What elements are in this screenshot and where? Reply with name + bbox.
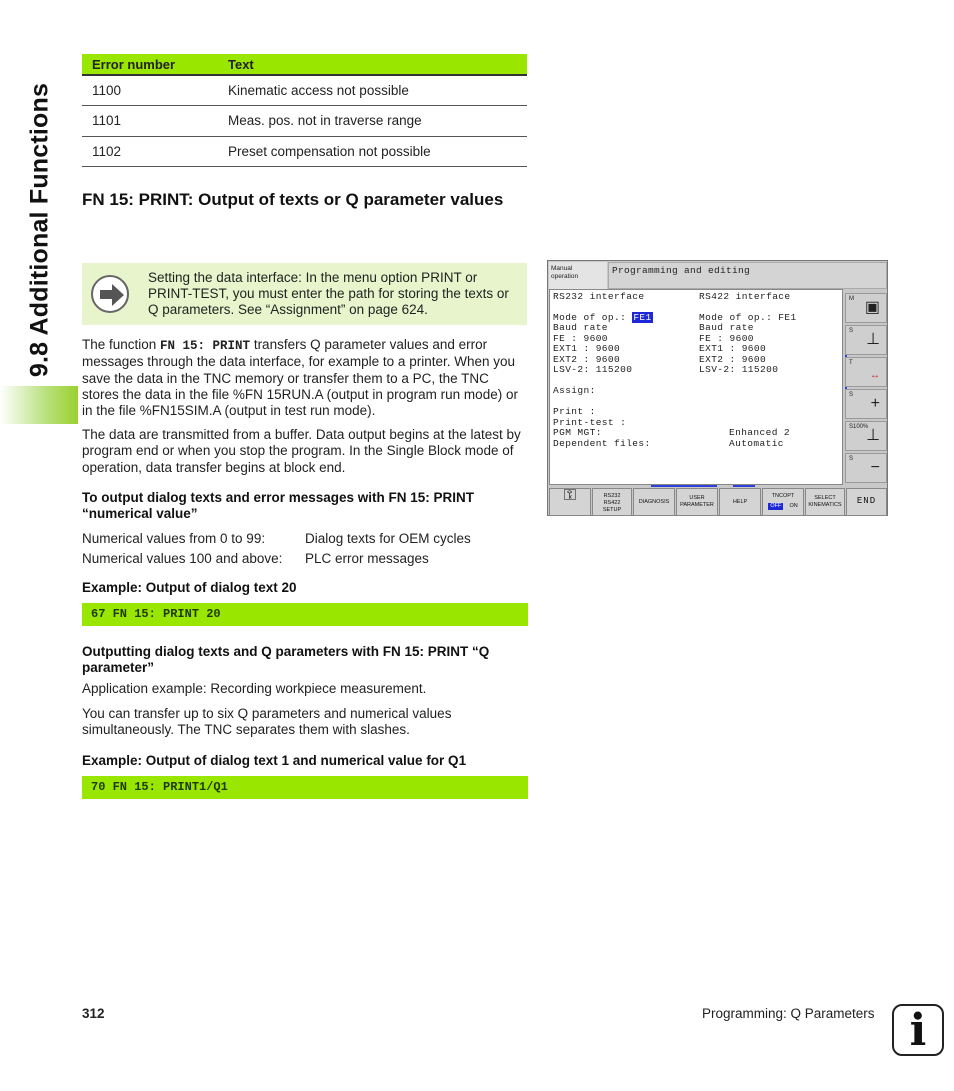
example1-title: Example: Output of dialog text 20 [82,580,297,595]
help-softkey[interactable]: HELP [719,488,761,516]
user-parameter-softkey[interactable]: USER PARAMETER [676,488,718,516]
error-number: 1101 [82,106,218,137]
tnc-screen-figure [547,260,888,516]
error-number-header: Error number [82,54,218,75]
tnc-side-key[interactable]: T ↔ [845,357,887,387]
spindle-override-icon: ⊥ [866,427,880,444]
diagnosis-softkey[interactable]: DIAGNOSIS [633,488,675,516]
value-range-row: Numerical values 100 and above: PLC error messages [82,551,429,566]
chapter-title: Programming: Q Parameters [702,1006,875,1021]
value-range-row: Numerical values from 0 to 99: Dialog texts for OEM cycles [82,531,471,546]
plus-icon: + [870,395,880,412]
tnc-mode-value-highlight[interactable]: FE1 [633,312,652,323]
inline-code: FN 15: PRINT [160,339,251,353]
on-toggle: ON [789,503,798,509]
table-row [82,136,527,167]
note-box [82,263,527,325]
machine-icon: ▣ [864,299,880,316]
key-icon-softkey[interactable] [549,488,591,516]
tncopt-softkey[interactable]: TNCOPT OFF ON [762,488,804,516]
tnc-side-key[interactable]: S − [845,453,887,483]
tnc-side-key[interactable]: M ▣ [845,293,887,323]
info-icon: i [892,1004,944,1056]
minus-icon: − [870,459,880,476]
section-side-title: 9.8 Additional Functions [25,82,54,378]
error-number: 1102 [82,136,218,167]
buffer-paragraph: The data are transmitted from a buffer. Data output begins at the latest by program end or when you stop the program. In the Single Block mode of operation, data transfer begins at block end. [82,427,521,475]
subheading-numerical: To output dialog texts and error messages with FN 15: PRINT “numerical value” [82,490,475,521]
table-row [82,106,527,137]
page-number: 312 [82,1006,105,1021]
tnc-side-key[interactable]: S + [845,389,887,419]
error-table [82,54,527,167]
spindle-icon: ⊥ [866,331,880,348]
note-text: Setting the data interface: In the menu option PRINT or PRINT-TEST, you must enter the path for storing the texts or Q parameters. See “Assignment” on page 624. [148,270,509,317]
error-text: Preset compensation not possible [218,136,527,167]
tool-arrow-icon: ↔ [870,370,880,381]
example1-code: 67 FN 15: PRINT 20 [82,603,528,626]
subheading-q-parameter: Outputting dialog texts and Q parameters with FN 15: PRINT “Q parameter” [82,644,490,675]
section-heading: FN 15: PRINT: Output of texts or Q parameter values [82,190,504,209]
off-toggle: OFF [770,503,782,509]
application-paragraph: Application example: Recording workpiece measurement. [82,681,427,696]
example2-code: 70 FN 15: PRINT1/Q1 [82,776,528,799]
six-params-paragraph: You can transfer up to six Q parameters and numerical values simultaneously. The TNC separates them with slashes. [82,706,452,738]
end-softkey[interactable]: END [846,488,887,516]
tnc-tab-indicator [651,485,717,487]
rs-setup-softkey[interactable]: RS232 RS422 SETUP [592,488,632,516]
tnc-mode-label: Manual operation [549,262,607,289]
key-icon: ⚿ [563,487,577,504]
tnc-side-key[interactable]: S100% ⊥ [845,421,887,451]
table-row [82,75,527,106]
select-kinematics-softkey[interactable]: SELECT KINEMATICS [805,488,845,516]
error-text: Meas. pos. not in traverse range [218,106,527,137]
intro-paragraph: The function FN 15: PRINT transfers Q parameter values and error messages through the data interface, for example to a printer. When you save the data in the TNC memory or transfer them to a PC, the TNC stores the data in the file %FN 15RUN.A (output in program run mode) or in the file %FN15SIM.A (output in test run mode). [82,337,518,419]
tnc-tab-indicator [733,485,755,487]
tnc-main-screen: RS232 interface RS422 interface Mode of op.: FE1 Mode of op.: FE1 Baud rate Baud rate FE : 9600 FE : 9600 EXT1 : 9600 EXT1 : 9600 EXT2 : 9600 EXT2 : 9600 LSV-2: 115200 LSV-2: 115200 Assign: Print : Print-test : PGM MGT: Enhanced 2 Dependent files: Automatic [549,289,843,485]
error-table-header [82,54,527,75]
error-number: 1100 [82,75,218,106]
error-text: Kinematic access not possible [218,75,527,106]
tnc-side-key[interactable]: S ⊥ [845,325,887,355]
example2-title: Example: Output of dialog text 1 and numerical value for Q1 [82,753,467,768]
tnc-title: Programming and editing [608,262,887,289]
error-text-header: Text [218,54,527,75]
arrow-right-icon [91,275,129,313]
